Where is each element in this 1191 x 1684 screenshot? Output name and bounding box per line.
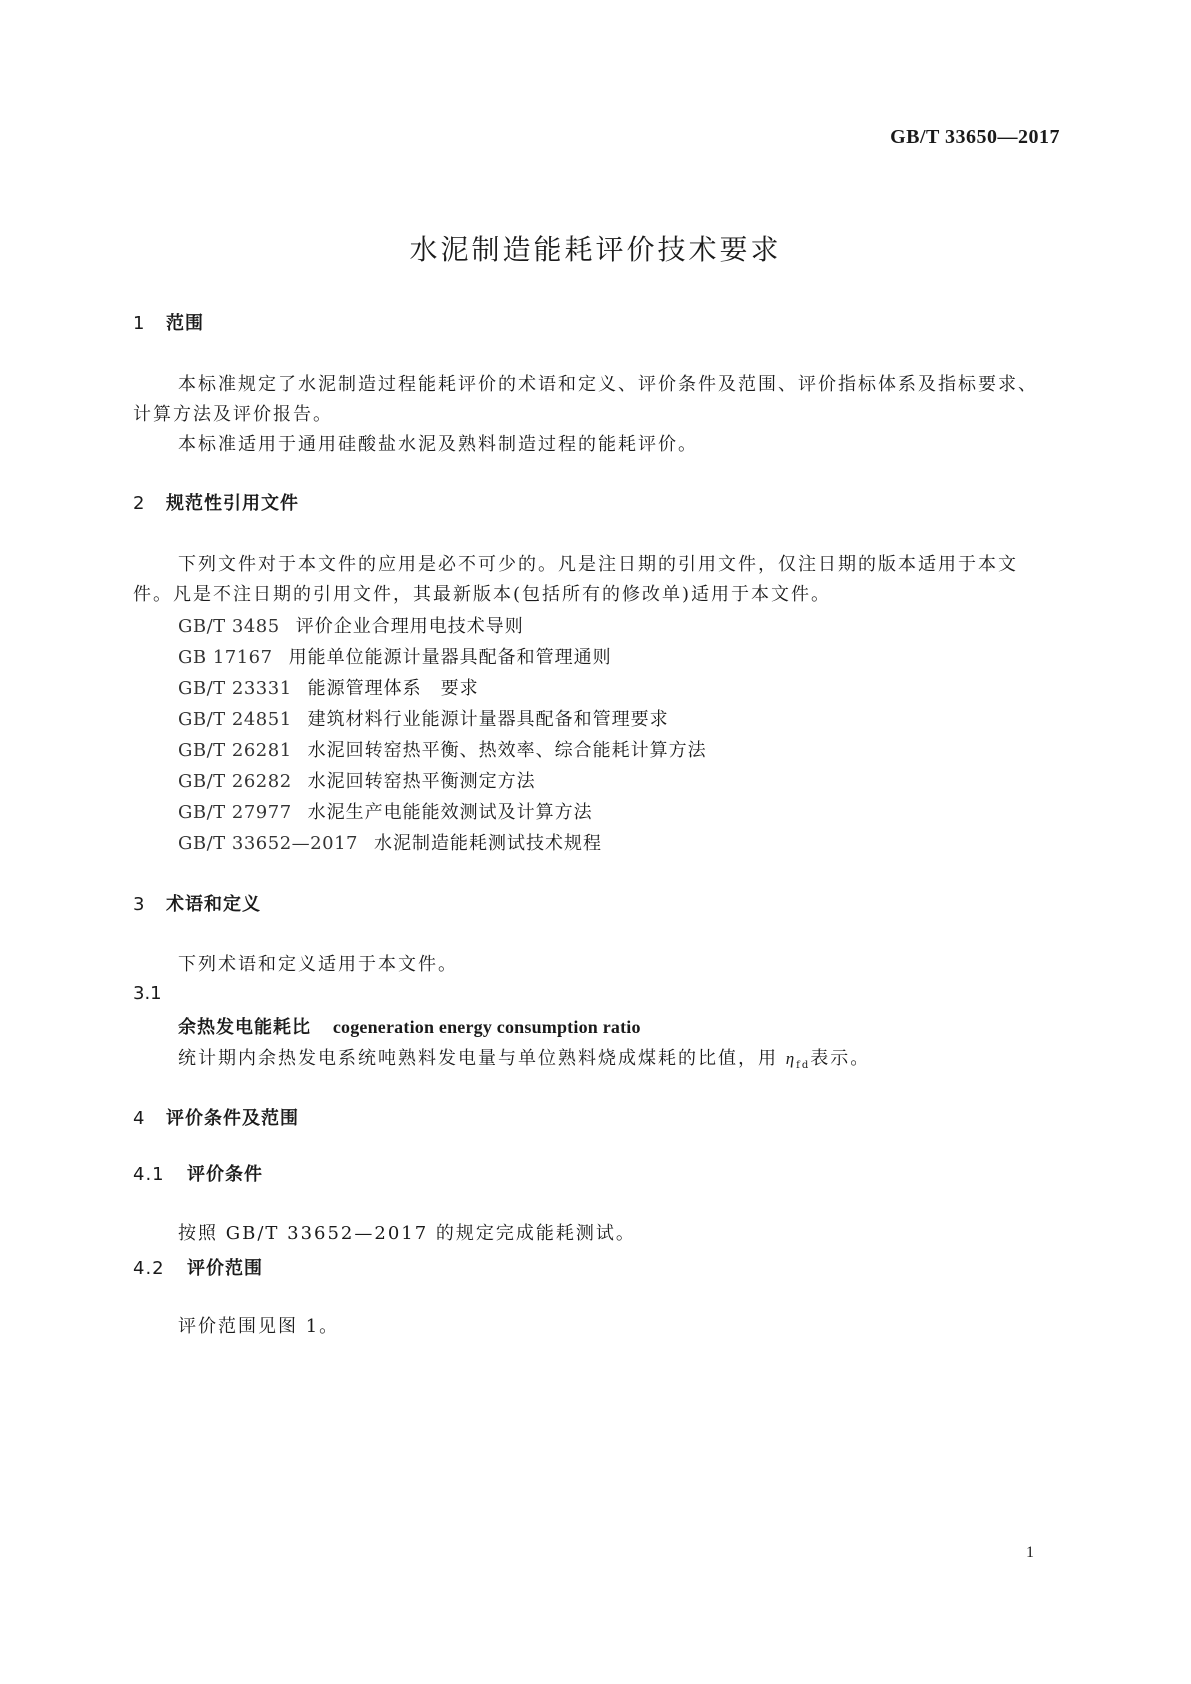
reference-code: GB/T 33652—2017 (178, 833, 358, 854)
subsection-title: 评价范围 (187, 1258, 263, 1279)
reference-code: GB 17167 (178, 647, 273, 668)
subsection-number: 4.1 (133, 1164, 165, 1185)
section-2-heading (133, 489, 299, 515)
subsection-title: 评价条件 (187, 1164, 263, 1185)
section-number: 3 (133, 894, 146, 915)
paragraph-line: 件。凡是不注日期的引用文件，其最新版本(包括所有的修改单)适用于本文件。 (133, 584, 832, 605)
reference-code: GB/T 23331 (178, 678, 292, 699)
reference-code: GB/T 26281 (178, 740, 292, 761)
section-3-heading (133, 890, 261, 916)
paragraph: 评价范围见图 1。 (178, 1316, 340, 1337)
reference-item (178, 736, 707, 762)
reference-item (178, 767, 536, 793)
term-chinese: 余热发电能耗比 (178, 1017, 311, 1038)
section-title: 评价条件及范围 (166, 1108, 299, 1129)
reference-title: 水泥回转窑热平衡测定方法 (307, 771, 536, 792)
reference-code: GB/T 3485 (178, 616, 280, 637)
section-number: 4 (133, 1108, 146, 1129)
subsection-number: 4.2 (133, 1258, 165, 1279)
paragraph-line: 本标准规定了水泥制造过程能耗评价的术语和定义、评价条件及范围、评价指标体系及指标要求、 (178, 374, 1038, 395)
reference-item (178, 643, 612, 669)
term-number: 3.1 (133, 983, 162, 1004)
standard-code: GB/T 33650—2017 (890, 126, 1060, 148)
paragraph-line: 计算方法及评价报告。 (133, 404, 333, 425)
reference-item (178, 705, 669, 731)
reference-title: 水泥生产电能能效测试及计算方法 (307, 802, 593, 823)
subsection-4-1-heading (133, 1160, 263, 1186)
section-number: 2 (133, 493, 146, 514)
reference-item (178, 674, 479, 700)
section-4-heading (133, 1104, 299, 1130)
section-1-heading (133, 309, 204, 335)
reference-code: GB/T 27977 (178, 802, 292, 823)
section-number: 1 (133, 313, 146, 334)
reference-title: 用能单位能源计量器具配备和管理通则 (288, 647, 612, 668)
subsection-4-2-heading (133, 1254, 263, 1280)
paragraph-line: 下列文件对于本文件的应用是必不可少的。凡是注日期的引用文件，仅注日期的版本适用于本文 (178, 554, 1018, 575)
reference-item (178, 798, 593, 824)
reference-title: 水泥回转窑热平衡、热效率、综合能耗计算方法 (307, 740, 707, 761)
reference-title: 评价企业合理用电技术导则 (295, 616, 524, 637)
reference-code: GB/T 26282 (178, 771, 292, 792)
paragraph: 本标准适用于通用硅酸盐水泥及熟料制造过程的能耗评价。 (178, 434, 698, 455)
page-number: 1 (1026, 1544, 1034, 1561)
term-definition (178, 1044, 870, 1071)
paragraph: 下列术语和定义适用于本文件。 (178, 954, 458, 975)
definition-text: 统计期内余热发电系统吨熟料发电量与单位熟料烧成煤耗的比值，用 (178, 1048, 786, 1069)
section-title: 范围 (166, 313, 204, 334)
reference-code: GB/T 24851 (178, 709, 292, 730)
reference-item (178, 612, 524, 638)
paragraph: 按照 GB/T 33652—2017 的规定完成能耗测试。 (178, 1223, 636, 1244)
reference-title: 能源管理体系 要求 (307, 678, 479, 699)
symbol-subscript: fd (796, 1060, 811, 1071)
term-english: cogeneration energy consumption ratio (332, 1017, 641, 1037)
reference-title: 水泥制造能耗测试技术规程 (373, 833, 602, 854)
reference-title: 建筑材料行业能源计量器具配备和管理要求 (307, 709, 669, 730)
term-heading (178, 1013, 641, 1039)
symbol-eta: η (785, 1049, 797, 1068)
section-title: 规范性引用文件 (166, 493, 299, 514)
document-title: 水泥制造能耗评价技术要求 (409, 233, 782, 266)
section-title: 术语和定义 (166, 894, 261, 915)
definition-text-end: 表示。 (810, 1048, 871, 1069)
reference-item (178, 829, 602, 855)
